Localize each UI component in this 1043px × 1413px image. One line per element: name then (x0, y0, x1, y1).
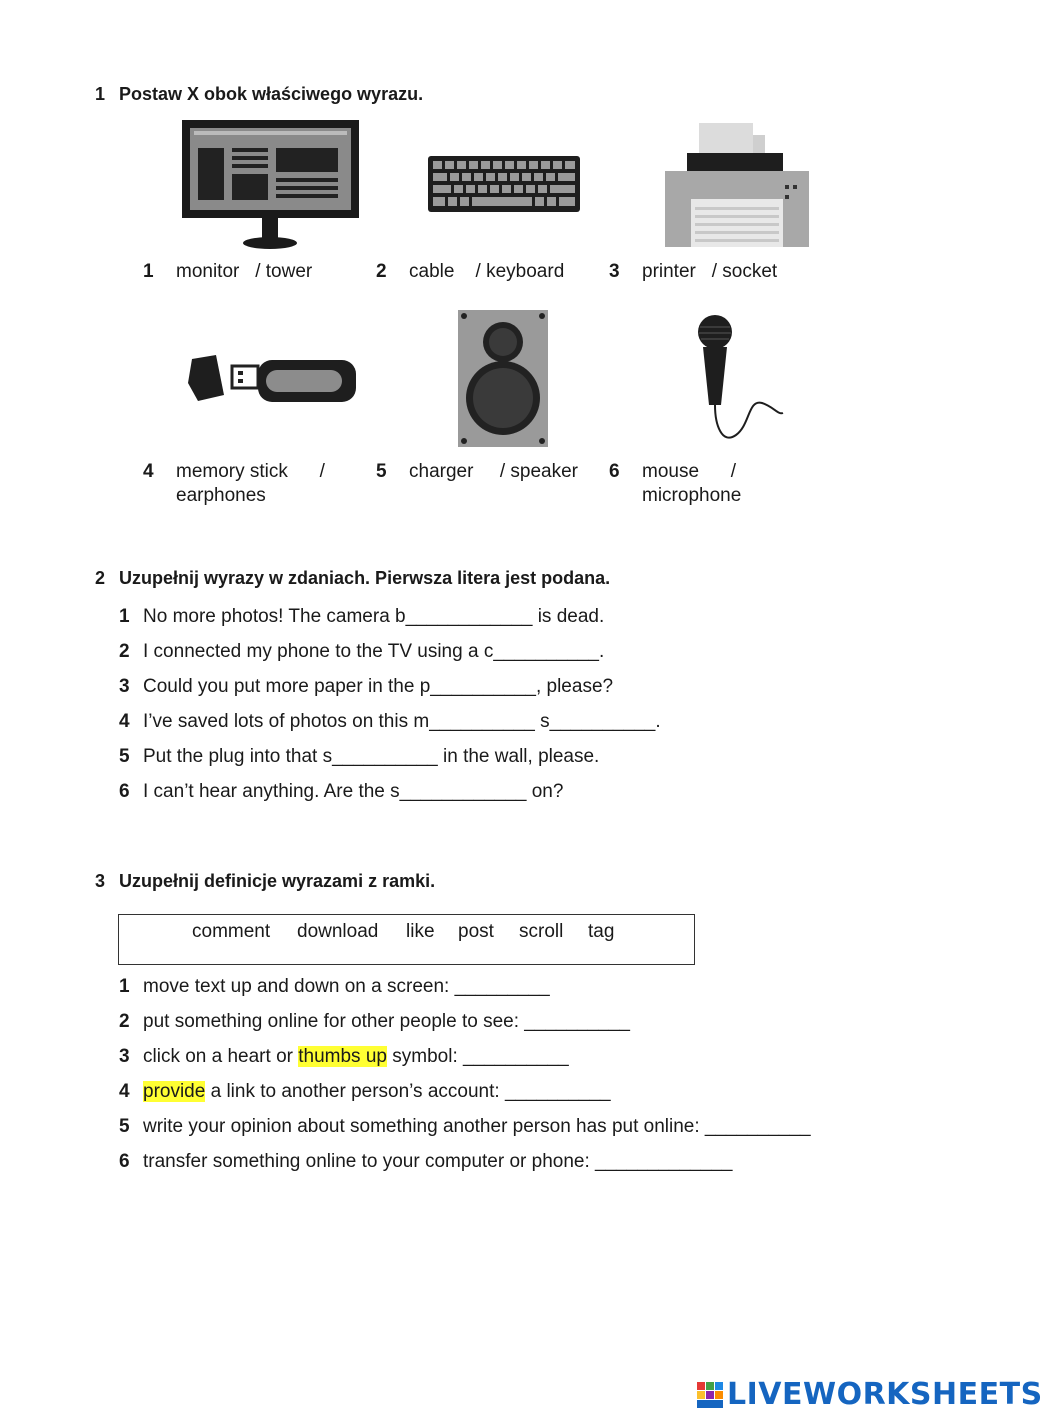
highlight: thumbs up (298, 1046, 387, 1067)
s2-sentence-5[interactable]: 5 Put the plug into that s__________ in the wall, please. (119, 746, 600, 767)
option-mouse[interactable]: mouse (642, 461, 700, 482)
s2-sentence-3[interactable]: 3 Could you put more paper in the p__________, please? (119, 676, 614, 697)
word-scroll[interactable]: scroll (519, 921, 564, 942)
option-speaker[interactable]: / speaker (499, 461, 578, 482)
word-box (118, 914, 695, 965)
s3-definition-3[interactable]: 3 click on a heart or thumbs up symbol: __________ (119, 1046, 569, 1067)
printer-icon (665, 123, 811, 250)
microphone-icon (688, 315, 788, 447)
word-post[interactable]: post (458, 921, 494, 942)
section-3-title: 3 Uzupełnij definicje wyrazami z ramki. (95, 871, 436, 891)
s3-definition-1[interactable]: 1 move text up and down on a screen: _________ (119, 976, 550, 997)
option-printer[interactable]: printer (642, 261, 696, 282)
s3-definition-6[interactable]: 6 transfer something online to your computer or phone: _____________ (119, 1151, 733, 1172)
s1-item-3[interactable]: 3 printer / socket (609, 261, 778, 282)
option-microphone[interactable]: microphone (642, 485, 742, 506)
memory-stick-icon (186, 353, 358, 405)
option-charger[interactable]: charger (409, 461, 474, 482)
section-2-title: 2 Uzupełnij wyrazy w zdaniach. Pierwsza litera jest podana. (95, 568, 611, 588)
highlight: provide (143, 1081, 206, 1102)
speaker-icon (458, 310, 549, 448)
s1-item-6[interactable]: 6 mouse / microphone (609, 461, 742, 506)
s3-definition-4[interactable]: 4 provide a link to another person’s account: __________ (119, 1081, 611, 1102)
liveworksheets-logo-icon (697, 1382, 723, 1408)
s2-sentence-2[interactable]: 2 I connected my phone to the TV using a c__________. (119, 641, 605, 662)
monitor-icon (182, 120, 360, 250)
word-tag[interactable]: tag (588, 921, 615, 942)
s1-item-2[interactable]: 2 cable / keyboard (376, 261, 565, 282)
option-memory-stick[interactable]: memory stick (176, 461, 288, 482)
word-comment[interactable]: comment (192, 921, 271, 942)
liveworksheets-logo[interactable]: LIVEWORKSHEETS (697, 1377, 1043, 1412)
option-socket[interactable]: / socket (711, 261, 778, 282)
s1-item-5[interactable]: 5 charger / speaker (376, 461, 578, 482)
word-like[interactable]: like (406, 921, 435, 942)
section-1-title: 1 Postaw X obok właściwego wyrazu. (95, 84, 424, 104)
s3-definition-5[interactable]: 5 write your opinion about something another person has put online: __________ (119, 1116, 811, 1137)
s1-item-4[interactable]: 4 memory stick / earphones (143, 461, 325, 506)
s2-sentence-4[interactable]: 4 I’ve saved lots of photos on this m__________ s__________. (119, 711, 661, 732)
keyboard-icon (428, 156, 581, 213)
s2-sentence-6[interactable]: 6 I can’t hear anything. Are the s____________ on? (119, 781, 564, 802)
s1-item-1[interactable]: 1 monitor / tower (143, 261, 313, 282)
option-keyboard[interactable]: / keyboard (475, 261, 565, 282)
option-monitor[interactable]: monitor (176, 261, 240, 282)
s3-definition-2[interactable]: 2 put something online for other people to see: __________ (119, 1011, 630, 1032)
s2-sentence-1[interactable]: 1 No more photos! The camera b____________ is dead. (119, 606, 605, 627)
option-cable[interactable]: cable (409, 261, 455, 282)
option-tower[interactable]: / tower (255, 261, 313, 282)
option-earphones[interactable]: earphones (176, 485, 266, 506)
word-download[interactable]: download (297, 921, 379, 942)
